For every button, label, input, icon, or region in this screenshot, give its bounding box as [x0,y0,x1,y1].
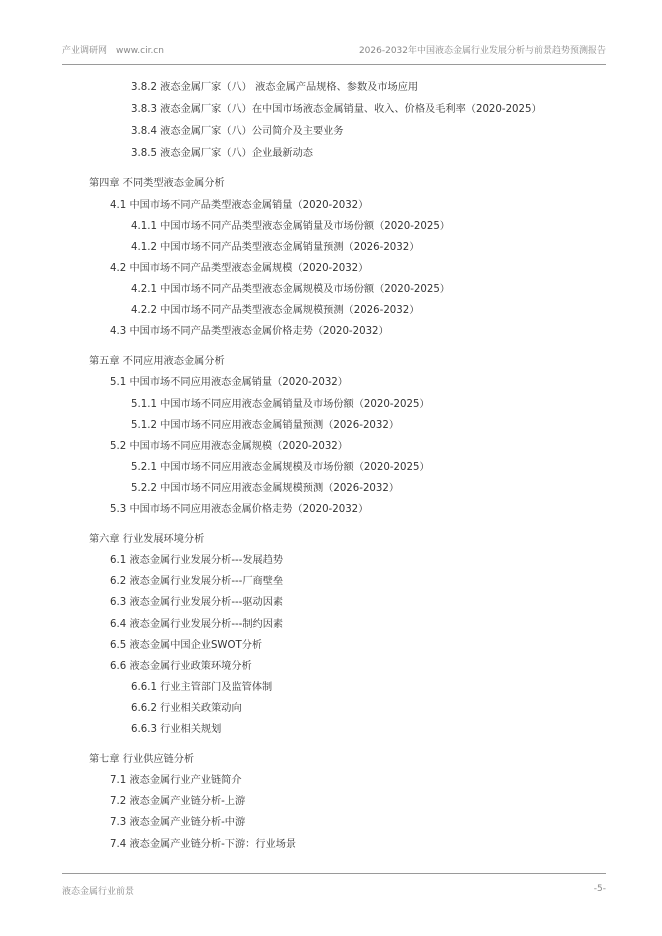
toc-entry-5-2: 5.2 中国市场不同应用液态金属规模（2020-2032） [110,441,348,452]
toc-entry-6-4: 6.4 液态金属行业发展分析---制约因素 [110,619,284,630]
toc-entry-6-3: 6.3 液态金属行业发展分析---驱动因素 [110,597,284,608]
toc-entry-7-1: 7.1 液态金属行业产业链简介 [110,775,242,786]
toc-entry-4-1-1: 4.1.1 中国市场不同产品类型液态金属销量及市场份额（2020-2025） [131,221,450,232]
toc-entry-4-2-1: 4.2.1 中国市场不同产品类型液态金属规模及市场份额（2020-2025） [131,284,450,295]
toc-entry-3-8-4: 3.8.4 液态金属厂家（八）公司简介及主要业务 [131,126,344,137]
toc-entry-4-1-2: 4.1.2 中国市场不同产品类型液态金属销量预测（2026-2032） [131,242,420,253]
toc-entry-6-2: 6.2 液态金属行业发展分析---厂商壁垒 [110,576,284,587]
toc-entry-3-8-5: 3.8.5 液态金属厂家（八）企业最新动态 [131,148,313,159]
toc-entry-5-1-2: 5.1.2 中国市场不同应用液态金属销量预测（2026-2032） [131,420,400,431]
toc-entry-7-4: 7.4 液态金属产业链分析-下游：行业场景 [110,839,297,850]
toc-entry-6-6-2: 6.6.2 行业相关政策动向 [131,703,242,714]
toc-entry-6-6: 6.6 液态金属行业政策环境分析 [110,661,252,672]
toc-chapter-5: 第五章 不同应用液态金属分析 [89,356,225,367]
footer-title: 液态金属行业前景 [62,887,135,897]
toc-entry-4-1: 4.1 中国市场不同产品类型液态金属销量（2020-2032） [110,200,369,211]
header-site: 产业调研网 www.cir.cn [62,46,164,56]
page-header [62,40,606,65]
toc-entry-4-2-2: 4.2.2 中国市场不同产品类型液态金属规模预测（2026-2032） [131,305,420,316]
toc-entry-7-3: 7.3 液态金属产业链分析-中游 [110,817,246,828]
toc-entry-5-2-2: 5.2.2 中国市场不同应用液态金属规模预测（2026-2032） [131,483,400,494]
toc-entry-4-2: 4.2 中国市场不同产品类型液态金属规模（2020-2032） [110,263,369,274]
header-report-title: 2026-2032年中国液态金属行业发展分析与前景趋势预测报告 [358,46,606,56]
page-footer [62,873,606,902]
toc-entry-6-6-3: 6.6.3 行业相关规划 [131,724,222,735]
toc-entry-3-8-3: 3.8.3 液态金属厂家（八）在中国市场液态金属销量、收入、价格及毛利率（2020-2025） [131,104,542,115]
page-number: -5- [593,884,606,894]
toc-entry-3-8-2: 3.8.2 液态金属厂家（八） 液态金属产品规格、参数及市场应用 [131,82,419,93]
toc-entry-5-2-1: 5.2.1 中国市场不同应用液态金属规模及市场份额（2020-2025） [131,462,430,473]
toc-chapter-6: 第六章 行业发展环境分析 [89,534,205,545]
toc-chapter-7: 第七章 行业供应链分析 [89,754,195,765]
toc-entry-5-1: 5.1 中国市场不同应用液态金属销量（2020-2032） [110,377,348,388]
toc-entry-6-6-1: 6.6.1 行业主管部门及监管体制 [131,682,273,693]
toc-entry-6-5: 6.5 液态金属中国企业SWOT分析 [110,640,263,651]
toc-chapter-4: 第四章 不同类型液态金属分析 [89,178,225,189]
toc-entry-6-1: 6.1 液态金属行业发展分析---发展趋势 [110,555,284,566]
toc-entry-4-3: 4.3 中国市场不同产品类型液态金属价格走势（2020-2032） [110,326,389,337]
toc-entry-7-2: 7.2 液态金属产业链分析-上游 [110,796,246,807]
toc-entry-5-1-1: 5.1.1 中国市场不同应用液态金属销量及市场份额（2020-2025） [131,399,430,410]
toc-entry-5-3: 5.3 中国市场不同应用液态金属价格走势（2020-2032） [110,504,369,515]
